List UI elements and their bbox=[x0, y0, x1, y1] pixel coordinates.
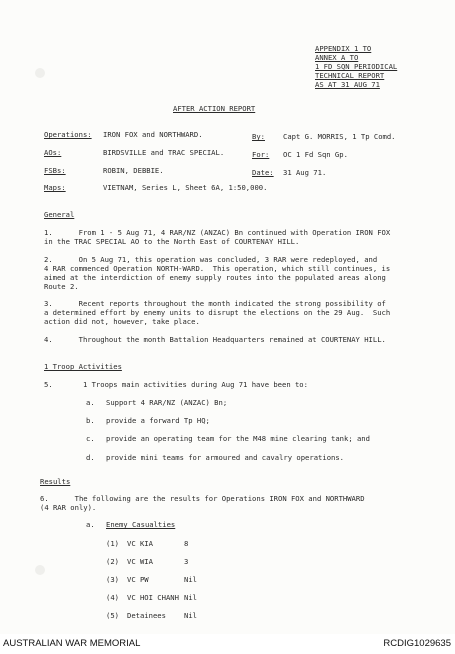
for-label: For: bbox=[252, 150, 270, 159]
paragraph-2: 2. On 5 Aug 71, this operation was concluded, 3 RAR were redeployed, and 4 RAR commenced Operation NORTH-WARD. This operation, which still continues, is aimed at the interdiction of enemy supply routes into the populated areas along Route 2. bbox=[44, 255, 391, 291]
appendix-line: AS AT 31 AUG 71 bbox=[315, 80, 380, 89]
casualty-label: Detainees bbox=[127, 611, 166, 620]
footer-source: AUSTRALIAN WAR MEMORIAL bbox=[3, 638, 141, 649]
item-text: provide a forward Tp HQ; bbox=[106, 416, 210, 425]
by-value: Capt G. MORRIS, 1 Tp Comd. bbox=[283, 132, 396, 141]
casualty-value: Nil bbox=[184, 593, 197, 602]
maps-label: Maps: bbox=[44, 183, 66, 192]
casualty-value: Nil bbox=[184, 611, 197, 620]
paragraph-6: 6. The following are the results for Operations IRON FOX and NORTHWARD (4 RAR only). bbox=[40, 494, 365, 512]
fsbs-label: FSBs: bbox=[44, 166, 66, 175]
operations-value: IRON FOX and NORTHWARD. bbox=[103, 130, 203, 139]
casualty-label: VC WIA bbox=[127, 557, 153, 566]
paragraph-1: 1. From 1 - 5 Aug 71, 4 RAR/NZ (ANZAC) Bn continued with Operation IRON FOX in the TRAC SPECIAL AO to the North East of COURTENAY HILL. bbox=[44, 228, 391, 246]
item-letter: b. bbox=[86, 416, 95, 425]
item-text: provide mini teams for armoured and cavalry operations. bbox=[106, 453, 344, 462]
aos-label: AOs: bbox=[44, 148, 62, 157]
fsbs-value: ROBIN, DEBBIE. bbox=[103, 166, 164, 175]
maps-value: VIETNAM, Series L, Sheet 6A, 1:50,000. bbox=[103, 183, 268, 192]
document-title: AFTER ACTION REPORT bbox=[173, 104, 256, 113]
paragraph-4: 4. Throughout the month Battalion Headquarters remained at COURTENAY HILL. bbox=[44, 335, 386, 344]
casualties-heading: Enemy Casualties bbox=[106, 520, 176, 529]
item-text: Support 4 RAR/NZ (ANZAC) Bn; bbox=[106, 398, 228, 407]
casualty-value: Nil bbox=[184, 575, 197, 584]
appendix-line: APPENDIX 1 TO bbox=[315, 44, 372, 53]
date-value: 31 Aug 71. bbox=[283, 168, 327, 177]
aos-value: BIRDSVILLE and TRAC SPECIAL. bbox=[103, 148, 225, 157]
casualty-num: (1) bbox=[106, 539, 119, 548]
paragraph-3: 3. Recent reports throughout the month indicated the strong possibility of a determined effort by enemy units to disrupt the elections on the 29 Aug. Such action did not, however, take place. bbox=[44, 299, 391, 326]
results-heading: Results bbox=[40, 477, 71, 486]
appendix-line: 1 FD SQN PERIODICAL bbox=[315, 62, 398, 71]
operations-label: Operations: bbox=[44, 130, 92, 139]
casualty-value: 3 bbox=[184, 557, 189, 566]
punch-hole bbox=[35, 68, 45, 78]
sub-letter: a. bbox=[86, 520, 95, 529]
appendix-line: TECHNICAL REPORT bbox=[315, 71, 385, 80]
casualty-label: VC KIA bbox=[127, 539, 153, 548]
date-label: Date: bbox=[252, 168, 274, 177]
punch-hole bbox=[35, 565, 45, 575]
casualty-num: (2) bbox=[106, 557, 119, 566]
general-heading: General bbox=[44, 210, 75, 219]
casualty-num: (5) bbox=[106, 611, 119, 620]
item-text: provide an operating team for the M48 mine clearing tank; and bbox=[106, 434, 370, 443]
footer-id: RCDIG1029635 bbox=[383, 638, 451, 649]
casualty-label: VC PW bbox=[127, 575, 149, 584]
troop-heading: 1 Troop Activities bbox=[44, 362, 122, 371]
casualty-num: (4) bbox=[106, 593, 119, 602]
casualty-value: 8 bbox=[184, 539, 189, 548]
by-label: By: bbox=[252, 132, 265, 141]
item-letter: a. bbox=[86, 398, 95, 407]
appendix-line: ANNEX A TO bbox=[315, 53, 359, 62]
item-letter: c. bbox=[86, 434, 95, 443]
item-letter: d. bbox=[86, 453, 95, 462]
for-value: OC 1 Fd Sqn Gp. bbox=[283, 150, 348, 159]
casualty-num: (3) bbox=[106, 575, 119, 584]
paragraph-5: 5. 1 Troops main activities during Aug 71 have been to: bbox=[44, 380, 308, 389]
casualty-label: VC HOI CHANH bbox=[127, 593, 179, 602]
